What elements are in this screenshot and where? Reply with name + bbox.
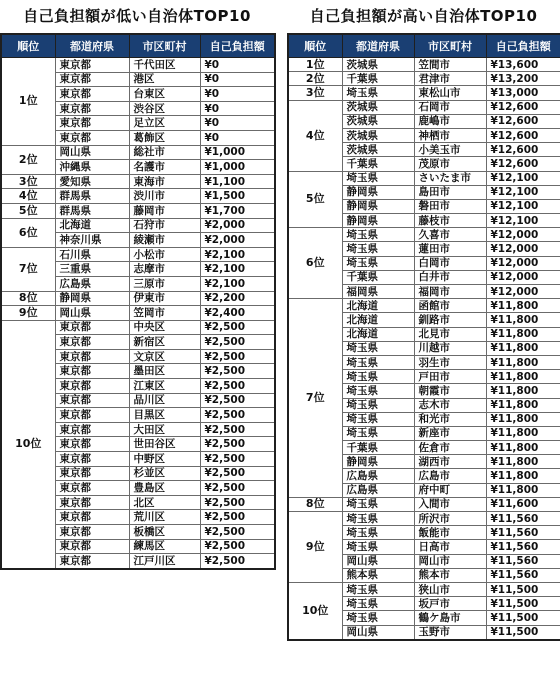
municipality-cell: 小美玉市 [414, 143, 486, 157]
copay-cell: ¥12,100 [486, 214, 560, 228]
rank-cell: 7位 [1, 247, 55, 291]
copay-cell: ¥1,000 [200, 145, 275, 160]
copay-cell: ¥2,500 [200, 452, 275, 467]
copay-cell: ¥1,100 [200, 174, 275, 189]
header-prefecture: 都道府県 [55, 34, 129, 58]
prefecture-cell: 東京都 [55, 525, 129, 540]
prefecture-cell: 東京都 [55, 364, 129, 379]
municipality-cell: 大田区 [129, 422, 200, 437]
prefecture-cell: 埼玉県 [342, 426, 414, 440]
municipality-cell: 飯能市 [414, 526, 486, 540]
municipality-cell: 目黒区 [129, 408, 200, 423]
copay-cell: ¥2,500 [200, 510, 275, 525]
prefecture-cell: 広島県 [342, 483, 414, 497]
copay-cell: ¥12,100 [486, 171, 560, 185]
header-row [288, 34, 560, 58]
prefecture-cell: 埼玉県 [342, 611, 414, 625]
copay-cell: ¥11,800 [486, 426, 560, 440]
municipality-cell: 伊東市 [129, 291, 200, 306]
prefecture-cell: 東京都 [55, 335, 129, 350]
municipality-cell: 千代田区 [129, 58, 200, 73]
header-rank: 順位 [1, 34, 55, 58]
copay-cell: ¥12,000 [486, 270, 560, 284]
municipality-cell: 茂原市 [414, 157, 486, 171]
table-row [288, 58, 560, 72]
copay-cell: ¥11,500 [486, 582, 560, 596]
prefecture-cell: 静岡県 [55, 291, 129, 306]
high-cost-table [287, 33, 560, 641]
prefecture-cell: 埼玉県 [342, 355, 414, 369]
copay-cell: ¥12,000 [486, 228, 560, 242]
prefecture-cell: 埼玉県 [342, 597, 414, 611]
copay-cell: ¥2,500 [200, 437, 275, 452]
prefecture-cell: 千葉県 [342, 270, 414, 284]
prefecture-cell: 北海道 [342, 327, 414, 341]
municipality-cell: 君津市 [414, 72, 486, 86]
municipality-cell: 足立区 [129, 116, 200, 131]
municipality-cell: 江戸川区 [129, 554, 200, 569]
copay-cell: ¥1,700 [200, 203, 275, 218]
rank-cell: 9位 [288, 512, 342, 583]
copay-cell: ¥11,560 [486, 554, 560, 568]
municipality-cell: 渋谷区 [129, 101, 200, 116]
prefecture-cell: 埼玉県 [342, 256, 414, 270]
municipality-cell: 志摩市 [129, 262, 200, 277]
header-copay: 自己負担額 [200, 34, 275, 58]
copay-cell: ¥0 [200, 72, 275, 87]
copay-cell: ¥11,560 [486, 512, 560, 526]
copay-cell: ¥13,000 [486, 86, 560, 100]
municipality-cell: 中央区 [129, 320, 200, 335]
copay-cell: ¥2,500 [200, 335, 275, 350]
municipality-cell: 白井市 [414, 270, 486, 284]
copay-cell: ¥2,200 [200, 291, 275, 306]
prefecture-cell: 岡山県 [342, 554, 414, 568]
prefecture-cell: 東京都 [55, 101, 129, 116]
municipality-cell: 新宿区 [129, 335, 200, 350]
copay-cell: ¥0 [200, 58, 275, 73]
table-row [288, 582, 560, 596]
municipality-cell: 鹿嶋市 [414, 114, 486, 128]
rank-cell: 1位 [288, 58, 342, 72]
municipality-cell: 入間市 [414, 497, 486, 511]
header-prefecture: 都道府県 [342, 34, 414, 58]
high-cost-panel [287, 0, 560, 641]
table-row [288, 228, 560, 242]
municipality-cell: 北見市 [414, 327, 486, 341]
prefecture-cell: 静岡県 [342, 455, 414, 469]
copay-cell: ¥12,600 [486, 128, 560, 142]
prefecture-cell: 東京都 [55, 349, 129, 364]
copay-cell: ¥11,800 [486, 469, 560, 483]
municipality-cell: 坂戸市 [414, 597, 486, 611]
copay-cell: ¥2,500 [200, 422, 275, 437]
copay-cell: ¥1,500 [200, 189, 275, 204]
copay-cell: ¥2,500 [200, 539, 275, 554]
prefecture-cell: 埼玉県 [342, 512, 414, 526]
municipality-cell: 羽生市 [414, 355, 486, 369]
high-cost-table-body [288, 58, 560, 640]
table-row [1, 145, 275, 160]
municipality-cell: 北区 [129, 495, 200, 510]
rank-cell: 2位 [288, 72, 342, 86]
prefecture-cell: 東京都 [55, 130, 129, 145]
rank-cell: 3位 [288, 86, 342, 100]
municipality-cell: 函館市 [414, 299, 486, 313]
prefecture-cell: 静岡県 [342, 199, 414, 213]
municipality-cell: 府中町 [414, 483, 486, 497]
municipality-cell: 渋川市 [129, 189, 200, 204]
rank-cell: 3位 [1, 174, 55, 189]
prefecture-cell: 愛知県 [55, 174, 129, 189]
municipality-cell: 石狩市 [129, 218, 200, 233]
copay-cell: ¥11,800 [486, 341, 560, 355]
municipality-cell: 三原市 [129, 276, 200, 291]
prefecture-cell: 北海道 [55, 218, 129, 233]
prefecture-cell: 東京都 [55, 481, 129, 496]
header-rank: 順位 [288, 34, 342, 58]
municipality-cell: 笠岡市 [129, 306, 200, 321]
municipality-cell: 綾瀬市 [129, 233, 200, 248]
municipality-cell: 墨田区 [129, 364, 200, 379]
copay-cell: ¥11,500 [486, 597, 560, 611]
prefecture-cell: 東京都 [55, 554, 129, 569]
copay-cell: ¥11,800 [486, 370, 560, 384]
table-row [1, 203, 275, 218]
municipality-cell: 笠間市 [414, 58, 486, 72]
prefecture-cell: 埼玉県 [342, 370, 414, 384]
low-cost-title: 自己負担額が低い自治体TOP10 [23, 7, 251, 25]
rank-cell: 7位 [288, 299, 342, 498]
municipality-cell: 磐田市 [414, 199, 486, 213]
copay-cell: ¥11,560 [486, 568, 560, 582]
copay-cell: ¥11,800 [486, 384, 560, 398]
municipality-cell: 港区 [129, 72, 200, 87]
prefecture-cell: 東京都 [55, 72, 129, 87]
prefecture-cell: 東京都 [55, 466, 129, 481]
copay-cell: ¥1,000 [200, 160, 275, 175]
copay-cell: ¥0 [200, 101, 275, 116]
copay-cell: ¥2,500 [200, 481, 275, 496]
municipality-cell: 東海市 [129, 174, 200, 189]
prefecture-cell: 東京都 [55, 408, 129, 423]
municipality-cell: 神栖市 [414, 128, 486, 142]
copay-cell: ¥11,600 [486, 497, 560, 511]
copay-cell: ¥12,000 [486, 285, 560, 299]
prefecture-cell: 埼玉県 [342, 497, 414, 511]
prefecture-cell: 東京都 [55, 539, 129, 554]
municipality-cell: 板橋区 [129, 525, 200, 540]
municipality-cell: 練馬区 [129, 539, 200, 554]
table-row [1, 174, 275, 189]
prefecture-cell: 東京都 [55, 393, 129, 408]
rank-cell: 10位 [1, 320, 55, 569]
prefecture-cell: 岡山県 [55, 306, 129, 321]
prefecture-cell: 東京都 [55, 87, 129, 102]
municipality-cell: 日高市 [414, 540, 486, 554]
prefecture-cell: 沖縄県 [55, 160, 129, 175]
low-cost-table [0, 33, 276, 570]
copay-cell: ¥12,100 [486, 199, 560, 213]
copay-cell: ¥11,500 [486, 611, 560, 625]
copay-cell: ¥11,800 [486, 313, 560, 327]
copay-cell: ¥2,400 [200, 306, 275, 321]
table-row [1, 247, 275, 262]
prefecture-cell: 岡山県 [342, 625, 414, 640]
municipality-cell: 荒川区 [129, 510, 200, 525]
copay-cell: ¥11,800 [486, 412, 560, 426]
copay-cell: ¥2,500 [200, 525, 275, 540]
municipality-cell: 葛飾区 [129, 130, 200, 145]
prefecture-cell: 埼玉県 [342, 86, 414, 100]
copay-cell: ¥0 [200, 87, 275, 102]
prefecture-cell: 埼玉県 [342, 171, 414, 185]
table-row [1, 306, 275, 321]
copay-cell: ¥11,800 [486, 441, 560, 455]
copay-cell: ¥2,500 [200, 393, 275, 408]
municipality-cell: 久喜市 [414, 228, 486, 242]
copay-cell: ¥0 [200, 116, 275, 131]
prefecture-cell: 静岡県 [342, 185, 414, 199]
municipality-cell: 広島市 [414, 469, 486, 483]
copay-cell: ¥12,000 [486, 256, 560, 270]
municipality-cell: 釧路市 [414, 313, 486, 327]
copay-cell: ¥2,100 [200, 247, 275, 262]
prefecture-cell: 広島県 [342, 469, 414, 483]
copay-cell: ¥2,500 [200, 554, 275, 569]
table-row [288, 72, 560, 86]
copay-cell: ¥12,600 [486, 143, 560, 157]
municipality-cell: 鶴ケ島市 [414, 611, 486, 625]
header-row [1, 34, 275, 58]
municipality-cell: 福岡市 [414, 285, 486, 299]
copay-cell: ¥2,500 [200, 379, 275, 394]
copay-cell: ¥11,500 [486, 625, 560, 640]
copay-cell: ¥11,560 [486, 540, 560, 554]
prefecture-cell: 神奈川県 [55, 233, 129, 248]
copay-cell: ¥2,500 [200, 408, 275, 423]
copay-cell: ¥12,600 [486, 114, 560, 128]
rank-cell: 6位 [288, 228, 342, 299]
municipality-cell: 岡山市 [414, 554, 486, 568]
prefecture-cell: 東京都 [55, 320, 129, 335]
prefecture-cell: 茨城県 [342, 58, 414, 72]
municipality-cell: 品川区 [129, 393, 200, 408]
prefecture-cell: 東京都 [55, 437, 129, 452]
municipality-cell: 川越市 [414, 341, 486, 355]
copay-cell: ¥11,800 [486, 299, 560, 313]
prefecture-cell: 東京都 [55, 495, 129, 510]
prefecture-cell: 東京都 [55, 452, 129, 467]
rank-cell: 10位 [288, 582, 342, 639]
table-row [288, 497, 560, 511]
copay-cell: ¥11,560 [486, 526, 560, 540]
prefecture-cell: 茨城県 [342, 143, 414, 157]
municipality-cell: 藤岡市 [129, 203, 200, 218]
copay-cell: ¥2,500 [200, 364, 275, 379]
municipality-cell: 石岡市 [414, 100, 486, 114]
municipality-cell: 狭山市 [414, 582, 486, 596]
header-copay: 自己負担額 [486, 34, 560, 58]
prefecture-cell: 福岡県 [342, 285, 414, 299]
copay-cell: ¥2,100 [200, 262, 275, 277]
copay-cell: ¥11,800 [486, 327, 560, 341]
table-row [1, 320, 275, 335]
prefecture-cell: 静岡県 [342, 214, 414, 228]
prefecture-cell: 熊本県 [342, 568, 414, 582]
prefecture-cell: 北海道 [342, 313, 414, 327]
copay-cell: ¥0 [200, 130, 275, 145]
header-municipality: 市区町村 [129, 34, 200, 58]
rank-cell: 5位 [288, 171, 342, 228]
municipality-cell: 戸田市 [414, 370, 486, 384]
table-row [1, 218, 275, 233]
prefecture-cell: 茨城県 [342, 100, 414, 114]
rank-cell: 9位 [1, 306, 55, 321]
municipality-cell: 所沢市 [414, 512, 486, 526]
table-row [1, 58, 275, 73]
municipality-cell: 湖西市 [414, 455, 486, 469]
municipality-cell: 藤枝市 [414, 214, 486, 228]
municipality-cell: 総社市 [129, 145, 200, 160]
prefecture-cell: 岡山県 [55, 145, 129, 160]
municipality-cell: 新座市 [414, 426, 486, 440]
table-row [288, 512, 560, 526]
prefecture-cell: 群馬県 [55, 203, 129, 218]
prefecture-cell: 埼玉県 [342, 582, 414, 596]
prefecture-cell: 埼玉県 [342, 540, 414, 554]
prefecture-cell: 茨城県 [342, 114, 414, 128]
prefecture-cell: 埼玉県 [342, 228, 414, 242]
municipality-cell: 名護市 [129, 160, 200, 175]
municipality-cell: 志木市 [414, 398, 486, 412]
municipality-cell: 熊本市 [414, 568, 486, 582]
rank-cell: 6位 [1, 218, 55, 247]
copay-cell: ¥13,200 [486, 72, 560, 86]
municipality-cell: 世田谷区 [129, 437, 200, 452]
prefecture-cell: 広島県 [55, 276, 129, 291]
prefecture-cell: 埼玉県 [342, 384, 414, 398]
municipality-cell: 朝霞市 [414, 384, 486, 398]
prefecture-cell: 埼玉県 [342, 242, 414, 256]
header-municipality: 市区町村 [414, 34, 486, 58]
rank-cell: 2位 [1, 145, 55, 174]
copay-cell: ¥2,500 [200, 349, 275, 364]
municipality-cell: 杉並区 [129, 466, 200, 481]
municipality-cell: さいたま市 [414, 171, 486, 185]
prefecture-cell: 東京都 [55, 510, 129, 525]
table-row [288, 86, 560, 100]
table-row [1, 291, 275, 306]
municipality-cell: 中野区 [129, 452, 200, 467]
prefecture-cell: 石川県 [55, 247, 129, 262]
rank-cell: 4位 [1, 189, 55, 204]
low-cost-panel [0, 0, 274, 570]
rank-cell: 4位 [288, 100, 342, 171]
copay-cell: ¥12,100 [486, 185, 560, 199]
copay-cell: ¥11,800 [486, 398, 560, 412]
prefecture-cell: 埼玉県 [342, 341, 414, 355]
municipality-cell: 豊島区 [129, 481, 200, 496]
copay-cell: ¥11,800 [486, 455, 560, 469]
municipality-cell: 文京区 [129, 349, 200, 364]
table-row [288, 299, 560, 313]
prefecture-cell: 千葉県 [342, 441, 414, 455]
prefecture-cell: 埼玉県 [342, 412, 414, 426]
rank-cell: 8位 [1, 291, 55, 306]
municipality-cell: 玉野市 [414, 625, 486, 640]
copay-cell: ¥2,500 [200, 320, 275, 335]
municipality-cell: 小松市 [129, 247, 200, 262]
copay-cell: ¥2,000 [200, 233, 275, 248]
table-row [1, 189, 275, 204]
prefecture-cell: 東京都 [55, 422, 129, 437]
table-row [288, 171, 560, 185]
high-cost-title: 自己負担額が高い自治体TOP10 [309, 7, 538, 25]
low-cost-table-body [1, 58, 275, 569]
prefecture-cell: 東京都 [55, 58, 129, 73]
prefecture-cell: 茨城県 [342, 128, 414, 142]
rank-cell: 5位 [1, 203, 55, 218]
copay-cell: ¥2,500 [200, 466, 275, 481]
municipality-cell: 江東区 [129, 379, 200, 394]
prefecture-cell: 千葉県 [342, 72, 414, 86]
copay-cell: ¥13,600 [486, 58, 560, 72]
copay-cell: ¥12,600 [486, 157, 560, 171]
prefecture-cell: 三重県 [55, 262, 129, 277]
copay-cell: ¥11,800 [486, 483, 560, 497]
prefecture-cell: 群馬県 [55, 189, 129, 204]
municipality-cell: 東松山市 [414, 86, 486, 100]
copay-cell: ¥11,800 [486, 355, 560, 369]
prefecture-cell: 東京都 [55, 379, 129, 394]
rank-cell: 8位 [288, 497, 342, 511]
prefecture-cell: 埼玉県 [342, 526, 414, 540]
municipality-cell: 蓮田市 [414, 242, 486, 256]
prefecture-cell: 東京都 [55, 116, 129, 131]
copay-cell: ¥2,500 [200, 495, 275, 510]
rank-cell: 1位 [1, 58, 55, 146]
municipality-cell: 白岡市 [414, 256, 486, 270]
copay-cell: ¥12,000 [486, 242, 560, 256]
copay-cell: ¥2,100 [200, 276, 275, 291]
municipality-cell: 台東区 [129, 87, 200, 102]
municipality-cell: 和光市 [414, 412, 486, 426]
prefecture-cell: 千葉県 [342, 157, 414, 171]
copay-cell: ¥12,600 [486, 100, 560, 114]
prefecture-cell: 北海道 [342, 299, 414, 313]
table-row [288, 100, 560, 114]
copay-cell: ¥2,000 [200, 218, 275, 233]
municipality-cell: 佐倉市 [414, 441, 486, 455]
municipality-cell: 島田市 [414, 185, 486, 199]
prefecture-cell: 埼玉県 [342, 398, 414, 412]
